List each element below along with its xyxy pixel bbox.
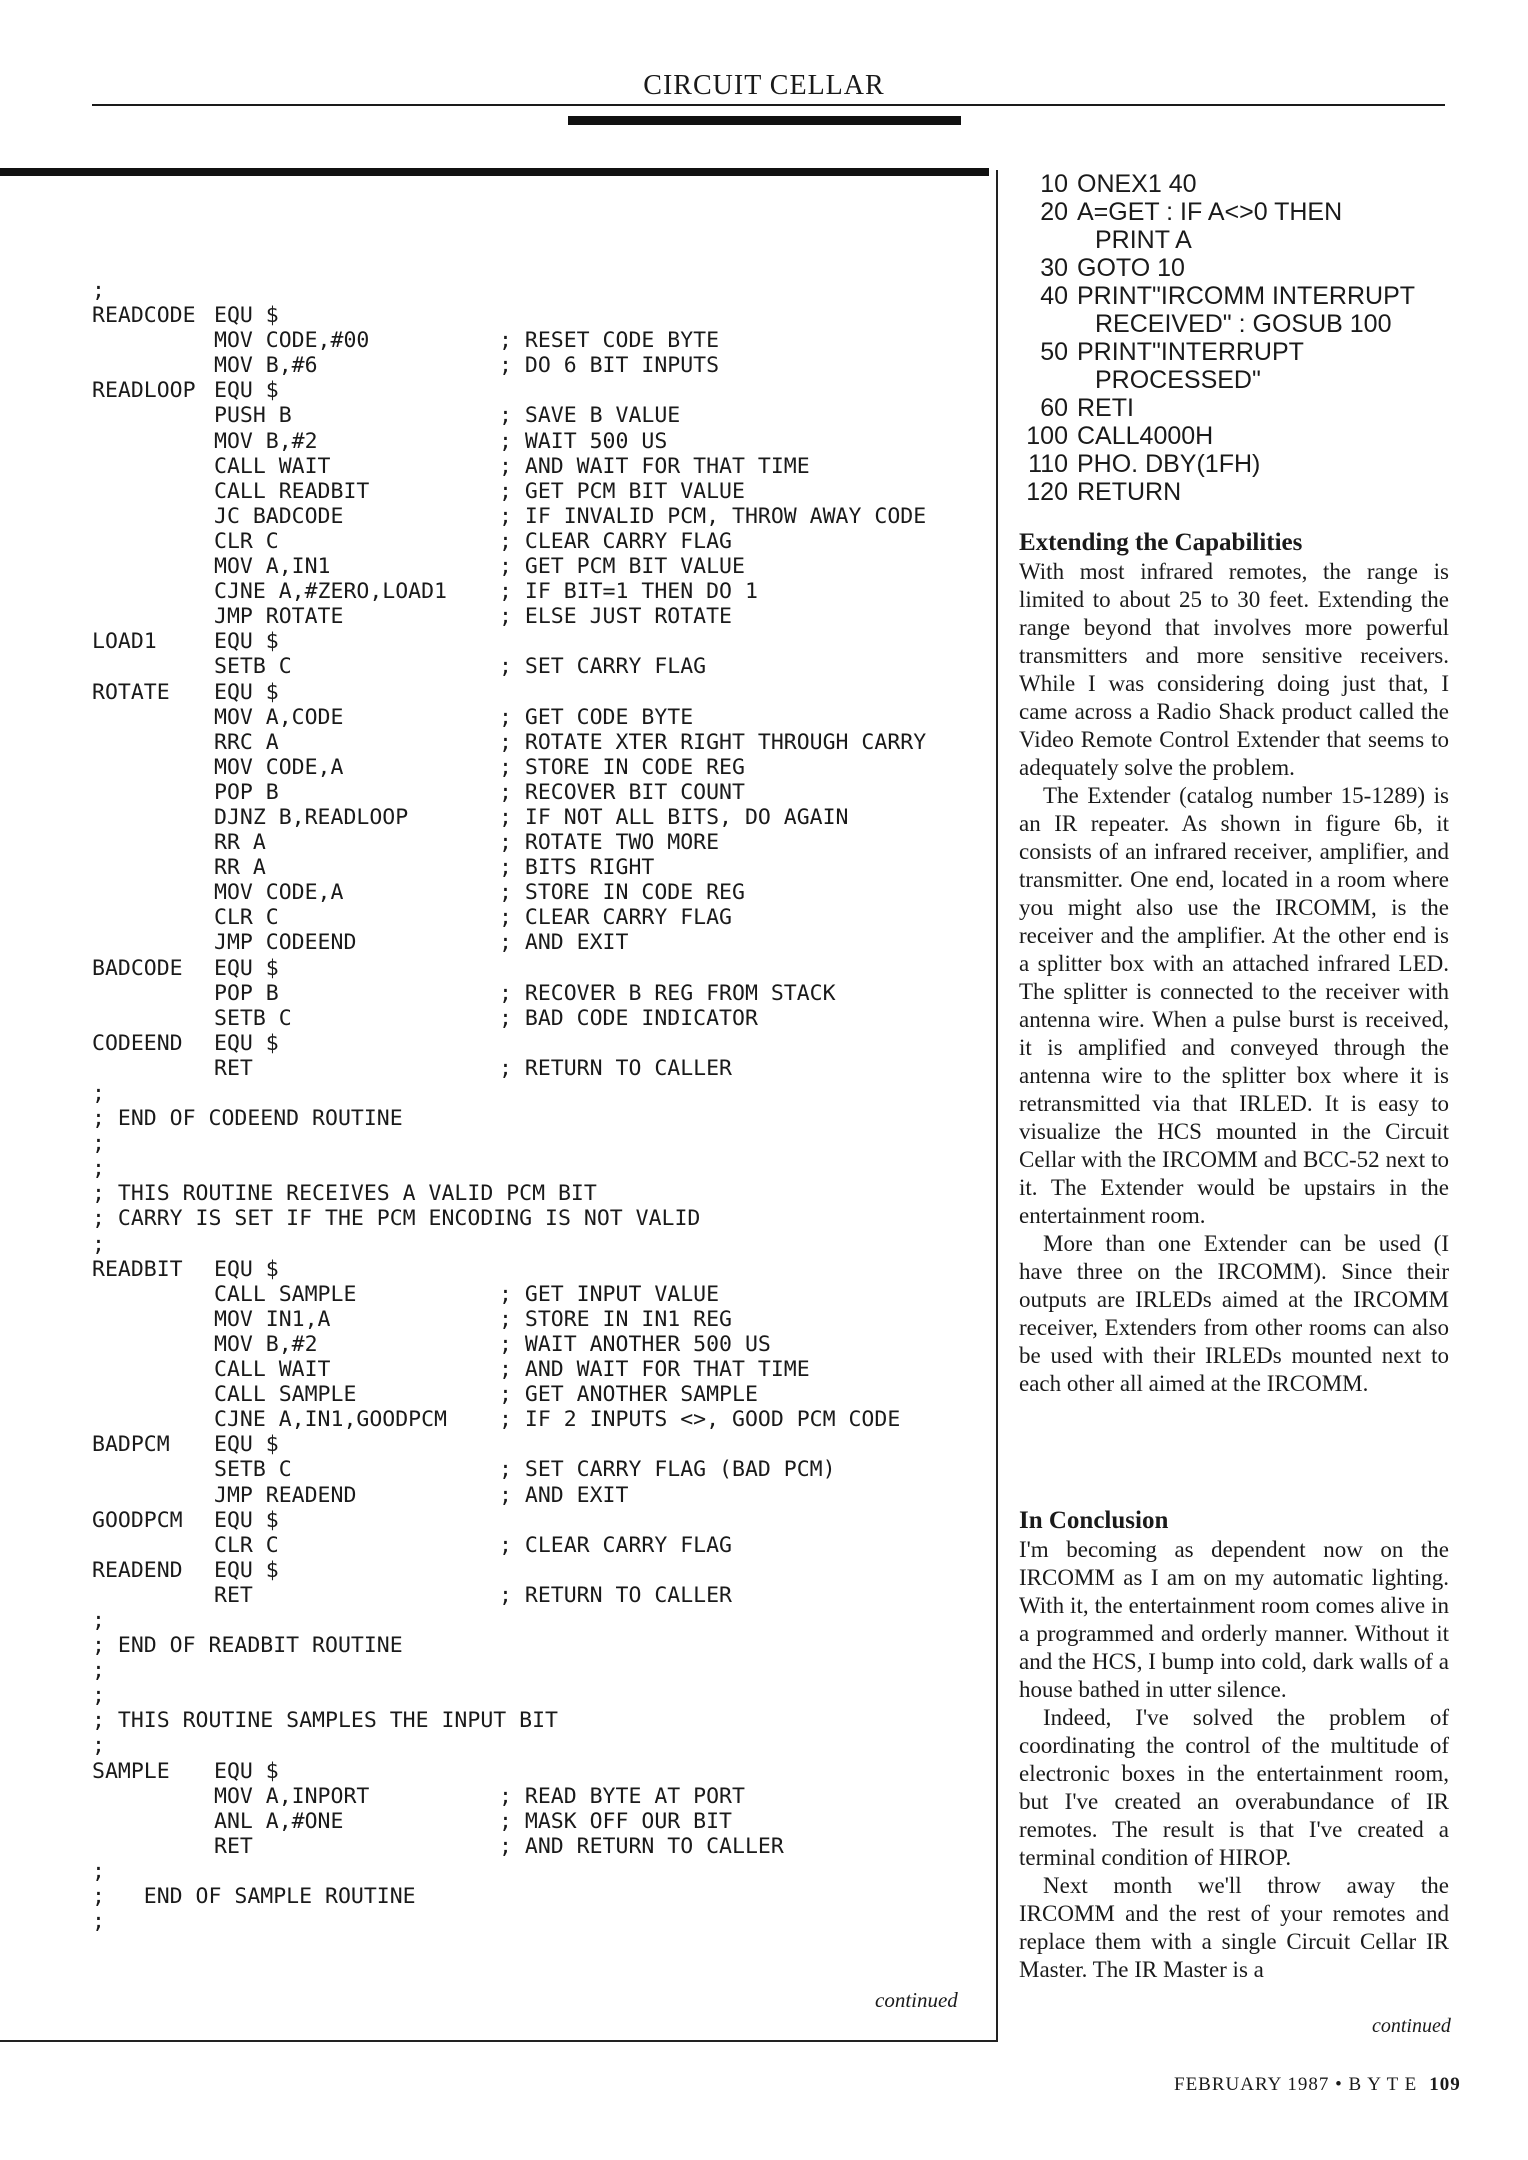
code-line bbox=[92, 830, 992, 855]
section-heading: In Conclusion bbox=[1019, 1507, 1169, 1534]
code-instruction: MOV CODE,#00 bbox=[214, 328, 370, 354]
code-instruction: RET bbox=[214, 1582, 253, 1608]
paragraph: Indeed, I've solved the problem of coordinating the control of the multitude of electronic boxes in the entertainment room, but I've created an overabundance of IR remotes. The result is that I've created a terminal condition of HIROP. bbox=[1019, 1705, 1449, 1870]
code-line bbox=[92, 1859, 992, 1884]
code-comment-line: ; bbox=[92, 1607, 105, 1633]
code-label: READBIT bbox=[92, 1256, 183, 1282]
code-comment: ; CLEAR CARRY FLAG bbox=[499, 905, 732, 931]
code-line bbox=[92, 905, 992, 930]
code-line bbox=[92, 1633, 992, 1658]
basic-line-number: 120 bbox=[1026, 478, 1068, 506]
code-instruction: CALL SAMPLE bbox=[214, 1382, 357, 1408]
code-line bbox=[92, 278, 992, 303]
basic-line bbox=[1018, 394, 1448, 422]
code-comment: ; GET ANOTHER SAMPLE bbox=[499, 1382, 758, 1408]
code-label: READEND bbox=[92, 1557, 183, 1583]
code-line bbox=[92, 880, 992, 905]
code-instruction: MOV A,CODE bbox=[214, 704, 344, 730]
article-section-conclusion bbox=[1019, 1506, 1449, 1984]
code-comment: ; RETURN TO CALLER bbox=[499, 1055, 732, 1081]
code-instruction: CJNE A,#ZERO,LOAD1 bbox=[214, 579, 447, 605]
code-line bbox=[92, 328, 992, 353]
code-comment: ; MASK OFF OUR BIT bbox=[499, 1808, 732, 1834]
code-instruction: PUSH B bbox=[214, 403, 292, 429]
code-instruction: SETB C bbox=[214, 1005, 292, 1031]
code-instruction: JC BADCODE bbox=[214, 503, 344, 529]
code-line bbox=[92, 1332, 992, 1357]
code-line bbox=[92, 1658, 992, 1683]
code-comment: ; DO 6 BIT INPUTS bbox=[499, 353, 720, 379]
code-comment-line: ; bbox=[92, 1156, 105, 1182]
code-label: BADCODE bbox=[92, 955, 183, 981]
code-line bbox=[92, 1483, 992, 1508]
basic-line-number: 50 bbox=[1040, 338, 1068, 366]
code-comment-line: ; END OF CODEEND ROUTINE bbox=[92, 1106, 403, 1132]
code-line bbox=[92, 705, 992, 730]
basic-statement: PROCESSED" bbox=[1095, 366, 1261, 394]
code-line bbox=[92, 604, 992, 629]
code-comment: ; IF BIT=1 THEN DO 1 bbox=[499, 579, 758, 605]
code-line bbox=[92, 981, 992, 1006]
code-line bbox=[92, 1131, 992, 1156]
code-instruction: MOV CODE,A bbox=[214, 754, 344, 780]
code-instruction: RET bbox=[214, 1055, 253, 1081]
code-line bbox=[92, 1232, 992, 1257]
code-instruction: MOV IN1,A bbox=[214, 1306, 331, 1332]
code-line bbox=[92, 303, 992, 328]
code-instruction: CALL WAIT bbox=[214, 1357, 331, 1383]
code-instruction: SETB C bbox=[214, 654, 292, 680]
code-instruction: EQU $ bbox=[214, 629, 279, 655]
code-comment-line: ; bbox=[92, 1231, 105, 1257]
basic-statement: PHO. DBY(1FH) bbox=[1077, 450, 1261, 478]
code-line bbox=[92, 1708, 992, 1733]
code-instruction: EQU $ bbox=[214, 1758, 279, 1784]
code-line bbox=[92, 1257, 992, 1282]
code-comment-line: ; bbox=[92, 1683, 105, 1709]
code-instruction: MOV B,#2 bbox=[214, 1331, 318, 1357]
code-line bbox=[92, 1407, 992, 1432]
code-comment: ; AND WAIT FOR THAT TIME bbox=[499, 1357, 810, 1383]
code-comment-line: ; bbox=[92, 1658, 105, 1684]
basic-line-number bbox=[1018, 366, 1068, 394]
basic-line-number: 40 bbox=[1040, 282, 1068, 310]
code-instruction: EQU $ bbox=[214, 378, 279, 404]
code-instruction: CALL WAIT bbox=[214, 453, 331, 479]
code-line bbox=[92, 1583, 992, 1608]
code-instruction: CALL SAMPLE bbox=[214, 1281, 357, 1307]
code-comment-line: ; THIS ROUTINE SAMPLES THE INPUT BIT bbox=[92, 1708, 558, 1734]
basic-statement: PRINT"INTERRUPT bbox=[1077, 338, 1304, 366]
paragraph: Next month we'll throw away the IRCOMM and the rest of your remotes and replace them with a single Circuit Cellar IR Master. The IR Master is a bbox=[1019, 1873, 1449, 1982]
code-instruction: MOV B,#6 bbox=[214, 353, 318, 379]
code-instruction: EQU $ bbox=[214, 1432, 279, 1458]
code-comment: ; GET PCM BIT VALUE bbox=[499, 478, 745, 504]
code-line bbox=[92, 353, 992, 378]
code-comment: ; BITS RIGHT bbox=[499, 855, 655, 881]
code-line bbox=[92, 1006, 992, 1031]
code-comment-line: ; bbox=[92, 1858, 105, 1884]
code-comment: ; CLEAR CARRY FLAG bbox=[499, 528, 732, 554]
code-instruction: POP B bbox=[214, 980, 279, 1006]
code-line bbox=[92, 805, 992, 830]
code-label: CODEEND bbox=[92, 1030, 183, 1056]
code-instruction: RR A bbox=[214, 830, 266, 856]
basic-line bbox=[1018, 338, 1448, 366]
code-line bbox=[92, 1181, 992, 1206]
basic-line bbox=[1018, 366, 1448, 394]
code-comment: ; ROTATE TWO MORE bbox=[499, 830, 720, 856]
page-number: 109 bbox=[1429, 2074, 1461, 2095]
code-line bbox=[92, 554, 992, 579]
basic-statement: RECEIVED" : GOSUB 100 bbox=[1095, 310, 1392, 338]
code-line bbox=[92, 1031, 992, 1056]
code-comment-line: ; bbox=[92, 1081, 105, 1106]
code-comment: ; READ BYTE AT PORT bbox=[499, 1783, 745, 1809]
code-instruction: MOV A,IN1 bbox=[214, 554, 331, 580]
code-comment: ; RECOVER BIT COUNT bbox=[499, 779, 745, 805]
code-line bbox=[92, 1884, 992, 1909]
code-comment: ; AND EXIT bbox=[499, 930, 629, 956]
code-instruction: EQU $ bbox=[214, 1557, 279, 1583]
listing-bottom-border bbox=[0, 2040, 998, 2042]
code-instruction: EQU $ bbox=[214, 1030, 279, 1056]
paragraph: The Extender (catalog number 15-1289) is an IR repeater. As shown in figure 6b, it consists of an infrared receiver, amplifier, and transmitter. One end, located in a room where you might also use the IRCOMM, is the receiver and the amplifier. At the other end is a splitter box with an attached infrared LED. The splitter is connected to the receiver with antenna wire. When a pulse burst is received, it is amplified and conveyed through the antenna wire to the splitter box where it is retransmitted via that IRLED. It is easy to visualize the HCS mounted in the Circuit Cellar with the IRCOMM and BCC-52 next to it. The Extender would be upstairs in the entertainment room. bbox=[1019, 783, 1449, 1228]
article-section-extending bbox=[1019, 528, 1449, 1398]
header-bar bbox=[568, 116, 961, 125]
code-comment: ; STORE IN CODE REG bbox=[499, 880, 745, 906]
code-line bbox=[92, 1909, 992, 1934]
code-comment: ; WAIT 500 US bbox=[499, 428, 668, 454]
code-line bbox=[92, 1081, 992, 1106]
basic-statement: A=GET : IF A<>0 THEN bbox=[1077, 198, 1343, 226]
code-instruction: EQU $ bbox=[214, 679, 279, 705]
code-comment: ; GET INPUT VALUE bbox=[499, 1281, 720, 1307]
code-comment: ; CLEAR CARRY FLAG bbox=[499, 1532, 732, 1558]
code-instruction: MOV CODE,A bbox=[214, 880, 344, 906]
code-line bbox=[92, 1759, 992, 1784]
code-comment: ; AND RETURN TO CALLER bbox=[499, 1833, 784, 1859]
code-comment-line: ; THIS ROUTINE RECEIVES A VALID PCM BIT bbox=[92, 1181, 597, 1207]
code-label: LOAD1 bbox=[92, 629, 157, 655]
paragraph: I'm becoming as dependent now on the IRCOMM as I am on my automatic lighting. With it, the entertainment room comes alive in a programmed and orderly manner. Without it and the HCS, I bump into cold, dark walls of a house bathed in utter silence. bbox=[1019, 1537, 1449, 1702]
code-instruction: CJNE A,IN1,GOODPCM bbox=[214, 1407, 447, 1433]
article-continued: continued bbox=[1372, 2015, 1451, 2037]
code-instruction: MOV B,#2 bbox=[214, 428, 318, 454]
basic-line bbox=[1018, 422, 1448, 450]
page-footer bbox=[1174, 2074, 1461, 2096]
code-comment: ; RECOVER B REG FROM STACK bbox=[499, 980, 836, 1006]
code-line bbox=[92, 956, 992, 981]
code-line bbox=[92, 1457, 992, 1482]
code-comment: ; BAD CODE INDICATOR bbox=[499, 1005, 758, 1031]
code-label: BADPCM bbox=[92, 1432, 170, 1458]
code-comment: ; ROTATE XTER RIGHT THROUGH CARRY bbox=[499, 729, 927, 755]
code-line bbox=[92, 479, 992, 504]
code-instruction: EQU $ bbox=[214, 303, 279, 329]
header-rule bbox=[92, 104, 1445, 106]
code-line bbox=[92, 1432, 992, 1457]
code-comment-line: ; END OF READBIT ROUTINE bbox=[92, 1633, 403, 1659]
code-line bbox=[92, 1056, 992, 1081]
basic-statement: ONEX1 40 bbox=[1077, 170, 1197, 198]
code-label: SAMPLE bbox=[92, 1758, 170, 1784]
code-line bbox=[92, 1307, 992, 1332]
basic-statement: RETI bbox=[1077, 394, 1134, 422]
code-line bbox=[92, 1558, 992, 1583]
code-instruction: CLR C bbox=[214, 1532, 279, 1558]
code-instruction: JMP ROTATE bbox=[214, 604, 344, 630]
code-comment-line: ; END OF SAMPLE ROUTINE bbox=[92, 1884, 416, 1909]
code-line bbox=[92, 1809, 992, 1834]
code-comment: ; GET CODE BYTE bbox=[499, 704, 694, 730]
code-line bbox=[92, 730, 992, 755]
code-instruction: RR A bbox=[214, 855, 266, 881]
basic-statement: GOTO 10 bbox=[1077, 254, 1185, 282]
code-line bbox=[92, 1608, 992, 1633]
code-line bbox=[92, 1533, 992, 1558]
basic-line-number: 10 bbox=[1040, 170, 1068, 198]
basic-line-number: 110 bbox=[1028, 450, 1068, 478]
code-line bbox=[92, 529, 992, 554]
code-line bbox=[92, 1834, 992, 1859]
code-line bbox=[92, 403, 992, 428]
code-line bbox=[92, 579, 992, 604]
code-instruction: ANL A,#ONE bbox=[214, 1808, 344, 1834]
running-header: CIRCUIT CELLAR bbox=[643, 70, 885, 101]
code-instruction: EQU $ bbox=[214, 955, 279, 981]
code-comment: ; STORE IN IN1 REG bbox=[499, 1306, 732, 1332]
code-instruction: JMP CODEEND bbox=[214, 930, 357, 956]
code-instruction: RRC A bbox=[214, 729, 279, 755]
code-line bbox=[92, 1683, 992, 1708]
code-comment: ; RESET CODE BYTE bbox=[499, 328, 720, 354]
code-comment-line: ; CARRY IS SET IF THE PCM ENCODING IS NOT VALID bbox=[92, 1206, 701, 1232]
paragraph: More than one Extender can be used (I have three on the IRCOMM). Since their outputs are IRLEDs aimed at the IRCOMM receiver, Extenders from other rooms can also be used with their IRLEDs mounted next to each other all aimed at the IRCOMM. bbox=[1019, 1231, 1449, 1396]
basic-line-number bbox=[1018, 310, 1068, 338]
code-comment: ; WAIT ANOTHER 500 US bbox=[499, 1331, 771, 1357]
basic-line bbox=[1018, 282, 1448, 310]
code-line bbox=[92, 1508, 992, 1533]
code-label: READLOOP bbox=[92, 378, 196, 404]
basic-line bbox=[1018, 310, 1448, 338]
basic-line-number bbox=[1018, 226, 1068, 254]
code-instruction: MOV A,INPORT bbox=[214, 1783, 370, 1809]
code-instruction: DJNZ B,READLOOP bbox=[214, 804, 409, 830]
code-instruction: CLR C bbox=[214, 528, 279, 554]
basic-line-number: 100 bbox=[1026, 422, 1068, 450]
code-comment: ; IF INVALID PCM, THROW AWAY CODE bbox=[499, 503, 927, 529]
code-comment-line: ; bbox=[92, 1131, 105, 1157]
code-instruction: POP B bbox=[214, 779, 279, 805]
basic-line-number: 20 bbox=[1040, 198, 1068, 226]
listing-top-border bbox=[0, 168, 989, 176]
code-comment: ; IF 2 INPUTS <>, GOOD PCM CODE bbox=[499, 1407, 901, 1433]
basic-line bbox=[1018, 170, 1448, 198]
code-line bbox=[92, 755, 992, 780]
code-comment: ; SET CARRY FLAG bbox=[499, 654, 707, 680]
code-comment: ; GET PCM BIT VALUE bbox=[499, 554, 745, 580]
basic-statement: PRINT A bbox=[1095, 226, 1192, 254]
code-instruction: CLR C bbox=[214, 905, 279, 931]
basic-statement: PRINT"IRCOMM INTERRUPT bbox=[1077, 282, 1416, 310]
code-line bbox=[92, 1156, 992, 1181]
basic-statement: RETURN bbox=[1077, 478, 1182, 506]
paragraph: With most infrared remotes, the range is limited to about 25 to 30 feet. Extending the range beyond that involves more powerful transmitters and more sensitive receivers. While I was considering doing just that, I came across a Radio Shack product called the Video Remote Control Extender that seems to adequately solve the problem. bbox=[1019, 559, 1449, 780]
code-instruction: RET bbox=[214, 1833, 253, 1859]
code-line bbox=[92, 454, 992, 479]
code-comment: ; AND EXIT bbox=[499, 1482, 629, 1508]
basic-line bbox=[1018, 226, 1448, 254]
code-label: ROTATE bbox=[92, 679, 170, 705]
code-instruction: EQU $ bbox=[214, 1507, 279, 1533]
code-comment: ; RETURN TO CALLER bbox=[499, 1582, 732, 1608]
code-comment: ; IF NOT ALL BITS, DO AGAIN bbox=[499, 804, 849, 830]
code-instruction: JMP READEND bbox=[214, 1482, 357, 1508]
basic-statement: CALL4000H bbox=[1077, 422, 1214, 450]
listing-right-border bbox=[996, 170, 998, 2040]
code-comment: ; STORE IN CODE REG bbox=[499, 754, 745, 780]
code-line bbox=[92, 378, 992, 403]
code-line bbox=[92, 1784, 992, 1809]
code-line bbox=[92, 930, 992, 955]
code-line bbox=[92, 1357, 992, 1382]
code-label: READCODE bbox=[92, 303, 196, 329]
basic-line bbox=[1018, 198, 1448, 226]
assembly-listing bbox=[92, 278, 992, 1934]
code-comment: ; SET CARRY FLAG (BAD PCM) bbox=[499, 1457, 836, 1483]
basic-line bbox=[1018, 478, 1448, 506]
basic-line-number: 60 bbox=[1040, 394, 1068, 422]
code-line bbox=[92, 504, 992, 529]
code-line bbox=[92, 429, 992, 454]
code-comment: ; ELSE JUST ROTATE bbox=[499, 604, 732, 630]
code-line bbox=[92, 680, 992, 705]
code-label: GOODPCM bbox=[92, 1507, 183, 1533]
code-comment-line: ; bbox=[92, 278, 105, 303]
basic-line bbox=[1018, 254, 1448, 282]
code-comment: ; AND WAIT FOR THAT TIME bbox=[499, 453, 810, 479]
code-line bbox=[92, 855, 992, 880]
code-line bbox=[92, 780, 992, 805]
code-line bbox=[92, 654, 992, 679]
code-line bbox=[92, 1206, 992, 1231]
code-instruction: CALL READBIT bbox=[214, 478, 370, 504]
basic-line bbox=[1018, 450, 1448, 478]
code-line bbox=[92, 1382, 992, 1407]
code-instruction: EQU $ bbox=[214, 1256, 279, 1282]
basic-program bbox=[1018, 170, 1448, 506]
section-heading: Extending the Capabilities bbox=[1019, 529, 1303, 556]
code-line bbox=[92, 1733, 992, 1758]
code-instruction: SETB C bbox=[214, 1457, 292, 1483]
code-line bbox=[92, 1282, 992, 1307]
code-line bbox=[92, 629, 992, 654]
issue-info: FEBRUARY 1987 • B Y T E bbox=[1174, 2074, 1418, 2095]
code-comment-line: ; bbox=[92, 1733, 105, 1759]
basic-line-number: 30 bbox=[1040, 254, 1068, 282]
listing-continued: continued bbox=[875, 1988, 958, 2012]
code-comment-line: ; bbox=[92, 1909, 105, 1935]
code-line bbox=[92, 1106, 992, 1131]
code-comment: ; SAVE B VALUE bbox=[499, 403, 681, 429]
